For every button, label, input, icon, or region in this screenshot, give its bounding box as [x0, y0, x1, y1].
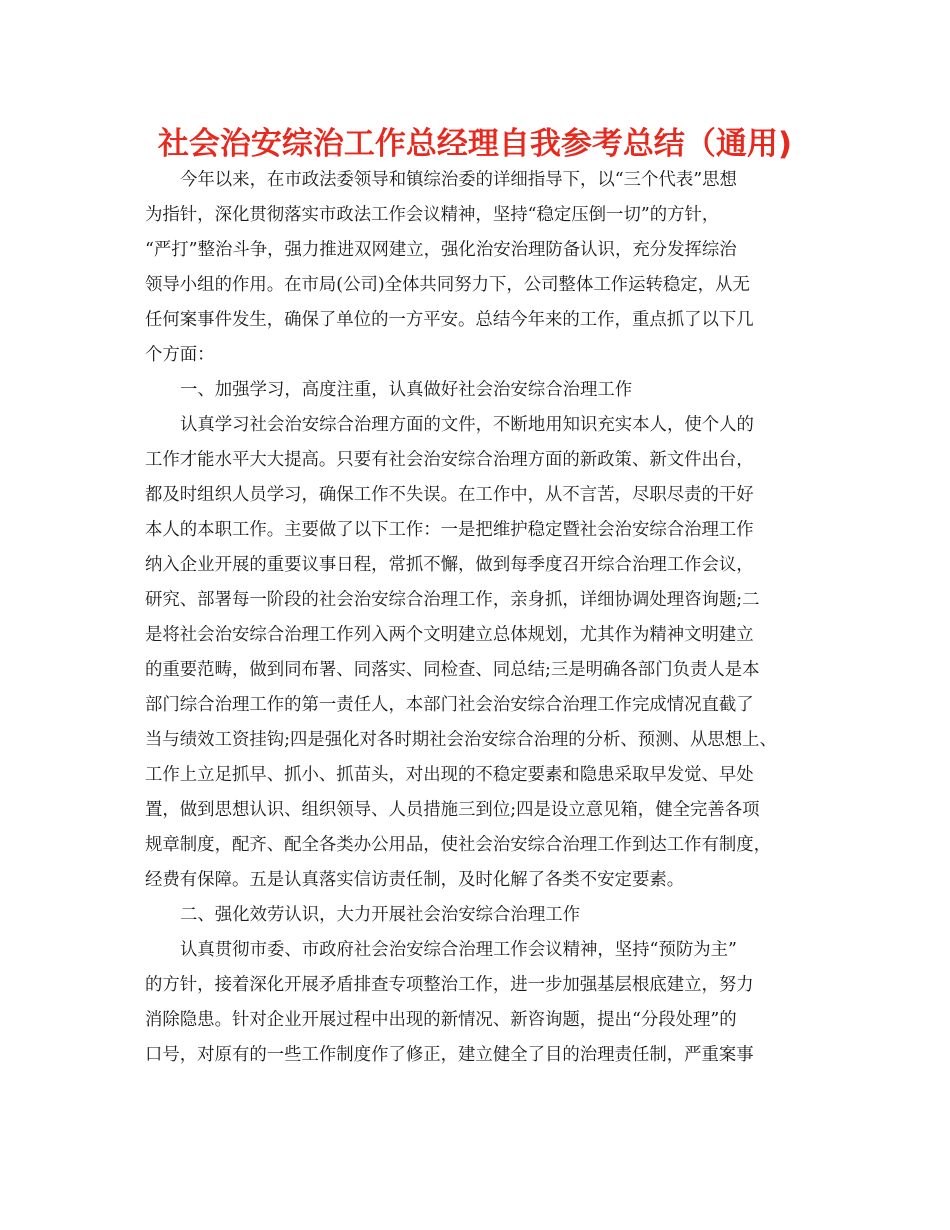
body-line: 消除隐患。针对企业开展过程中出现的新情况、新咨询题，提出“分段处理”的 — [145, 1010, 737, 1030]
body-line: 口号，对原有的一些工作制度作了修正，建立健全了目的治理责任制，严重案事 — [145, 1045, 754, 1065]
section-heading: 二、强化效劳认识，大力开展社会治安综合治理工作 — [180, 905, 580, 925]
body-line: 研究、部署每一阶段的社会治安综合治理工作，亲身抓，详细协调处理咨询题;二 — [145, 590, 760, 610]
body-line: “严打”整治斗争，强力推进双网建立，强化治安治理防备认识，充分发挥综治 — [145, 240, 737, 260]
body-line: 规章制度，配齐、配全各类办公用品，使社会治安综合治理工作到达工作有制度， — [145, 835, 772, 855]
body-line: 为指针，深化贯彻落实市政法工作会议精神，坚持“稳定压倒一切”的方针， — [145, 205, 720, 225]
body-line: 都及时组织人员学习，确保工作不失误。在工作中，从不言苦，尽职尽责的干好 — [145, 485, 754, 505]
body-line: 工作上立足抓早、抓小、抓苗头，对出现的不稳定要素和隐患采取早发觉、早处 — [145, 765, 754, 785]
body-line: 纳入企业开展的重要议事日程，常抓不懈，做到每季度召开综合治理工作会议， — [145, 555, 754, 575]
body-line: 任何案事件发生，确保了单位的一方平安。总结今年来的工作，重点抓了以下几 — [145, 310, 754, 330]
body-line: 的方针，接着深化开展矛盾排查专项整治工作，进一步加强基层根底建立，努力 — [145, 975, 754, 995]
body-line: 工作才能水平大大提高。只要有社会治安综合治理方面的新政策、新文件出台， — [145, 450, 754, 470]
body-line: 经费有保障。五是认真落实信访责任制，及时化解了各类不安定要素。 — [145, 870, 685, 890]
body-line: 置，做到思想认识、组织领导、人员措施三到位;四是设立意见箱，健全完善各项 — [145, 800, 760, 820]
body-line: 的重要范畴，做到同布署、同落实、同检查、同总结;三是明确各部门负责人是本 — [145, 660, 760, 680]
document-title: 社会治安综治工作总经理自我参考总结（通用) — [157, 126, 793, 162]
body-line: 本人的本职工作。主要做了以下工作：一是把维护稳定暨社会治安综合治理工作 — [145, 520, 754, 540]
body-line: 今年以来，在市政法委领导和镇综治委的详细指导下，以“三个代表”思想 — [180, 170, 737, 190]
body-line: 认真学习社会治安综合治理方面的文件，不断地用知识充实本人，使个人的 — [180, 415, 754, 435]
body-line: 部门综合治理工作的第一责任人，本部门社会治安综合治理工作完成情况直截了 — [145, 695, 754, 715]
body-line: 个方面： — [145, 345, 215, 365]
section-heading: 一、加强学习，高度注重，认真做好社会治安综合治理工作 — [180, 380, 633, 400]
body-line: 是将社会治安综合治理工作列入两个文明建立总体规划，尤其作为精神文明建立 — [145, 625, 754, 645]
body-line: 领导小组的作用。在市局(公司)全体共同努力下，公司整体工作运转稳定，从无 — [145, 275, 750, 295]
body-line: 认真贯彻市委、市政府社会治安综合治理工作会议精神，坚持“预防为主” — [180, 940, 737, 960]
body-line: 当与绩效工资挂钩;四是强化对各时期社会治安综合治理的分析、预测、从思想上、 — [145, 730, 777, 750]
